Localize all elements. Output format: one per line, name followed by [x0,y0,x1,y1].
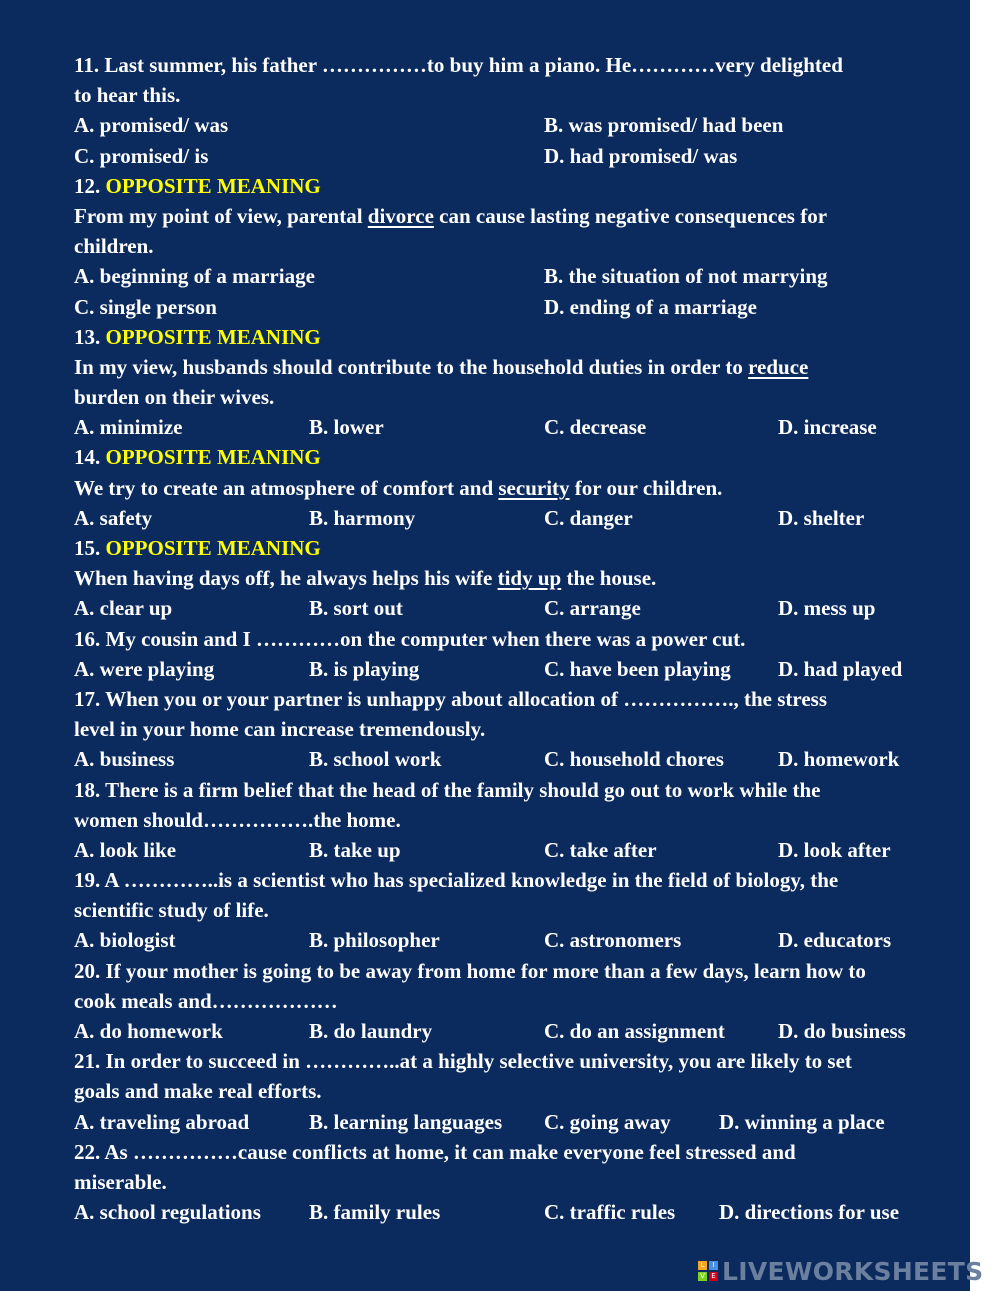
option-d[interactable]: D. had played [778,656,903,681]
option-c[interactable]: C. danger [544,505,633,530]
option-a[interactable]: A. traveling abroad [74,1109,250,1134]
sentence-before: When having days off, he always helps his wife [74,566,498,591]
underlined-target-word: reduce [748,354,809,379]
question-11 [74,50,954,171]
question-17 [74,684,954,775]
question-12 [74,171,954,322]
underlined-target-word: security [498,475,570,500]
question-15 [74,533,954,624]
question-heading [74,442,954,472]
sentence-before: In my view, husbands should contribute to the household duties in order to [74,354,749,379]
option-b[interactable]: B. sort out [309,596,403,621]
option-b[interactable]: B. family rules [309,1200,441,1225]
option-c[interactable]: C. going away [544,1109,671,1134]
question-type-label: OPPOSITE MEANING [105,445,321,470]
option-c[interactable]: C. do an assignment [544,1019,725,1043]
option-a[interactable]: A. safety [74,505,153,530]
question-number: 14. [74,445,101,470]
option-b[interactable]: B. learning languages [309,1109,503,1134]
option-a[interactable]: A. were playing [74,656,215,681]
option-c[interactable]: C. decrease [544,415,647,440]
question-number: 12. [74,173,101,198]
question-number: 15. [74,536,101,560]
logo-tile-v: V [698,1272,707,1281]
option-a[interactable]: A. beginning of a marriage [74,264,315,289]
question-heading [74,322,954,352]
option-c[interactable]: C. astronomers [544,928,682,953]
question-text-line: miserable. [74,1169,167,1194]
option-c[interactable]: C. single person [74,294,217,319]
option-b[interactable]: B. is playing [309,656,420,681]
sentence-before: From my point of view, parental [74,203,368,228]
option-a[interactable]: A. business [74,747,175,772]
question-list [74,50,954,1227]
question-text-line: cook meals and……………… [74,988,338,1013]
question-sentence [74,201,954,231]
question-22 [74,1137,954,1228]
question-text-line: 18. There is a firm belief that the head of the family should go out to work while the [74,777,821,802]
sentence-before: We try to create an atmosphere of comfort and [74,475,499,500]
option-d[interactable]: D. mess up [778,596,876,621]
option-d[interactable]: D. homework [778,747,900,772]
option-a[interactable]: A. biologist [74,928,176,953]
question-text-line: level in your home can increase tremendously. [74,717,486,742]
option-b[interactable]: B. lower [309,415,384,440]
option-d[interactable]: D. ending of a marriage [544,294,757,319]
question-text-line: goals and make real efforts. [74,1079,322,1104]
underlined-target-word: divorce [367,203,434,228]
option-b[interactable]: B. was promised/ had been [544,113,784,138]
question-14 [74,442,954,533]
option-b[interactable]: B. philosopher [309,928,440,953]
option-a[interactable]: A. minimize [74,415,183,440]
question-text-line: 17. When you or your partner is unhappy about allocation of ……………., the stress [74,686,827,711]
sentence-after: for our children. [569,475,723,500]
option-a[interactable]: A. promised/ was [74,113,229,138]
option-b[interactable]: B. harmony [309,505,416,530]
option-d[interactable]: D. do business [778,1019,906,1043]
question-16 [74,624,954,684]
question-sentence [74,352,954,382]
question-20 [74,956,954,1047]
option-d[interactable]: D. increase [778,415,877,440]
question-sentence [74,473,954,503]
question-text-line: scientific study of life. [74,898,269,923]
option-d[interactable]: D. directions for use [719,1200,900,1225]
question-text-line: to hear this. [74,83,181,108]
option-b[interactable]: B. school work [309,747,442,772]
option-c[interactable]: C. traffic rules [544,1200,676,1225]
question-number: 13. [74,324,101,349]
option-b[interactable]: B. take up [309,837,401,862]
question-19 [74,865,954,956]
option-a[interactable]: A. look like [74,837,177,862]
question-text-line: 19. A …………..is a scientist who has specialized knowledge in the field of biology, the [74,868,839,893]
question-13 [74,322,954,443]
logo-tile-e: E [709,1272,718,1281]
sentence-after: the house. [561,566,657,591]
option-b[interactable]: B. do laundry [309,1019,433,1043]
question-sentence [74,563,954,593]
question-text-line: 22. As ……………cause conflicts at home, it can make everyone feel stressed and [74,1139,796,1164]
question-21 [74,1046,954,1137]
option-c[interactable]: C. promised/ is [74,143,209,168]
option-d[interactable]: D. look after [778,837,891,862]
question-heading [74,533,954,563]
question-text-line: children. [74,234,154,259]
question-text-line: 16. My cousin and I …………on the computer when there was a power cut. [74,626,746,651]
option-b[interactable]: B. the situation of not marrying [544,264,828,289]
question-text-line: women should…………….the home. [74,807,401,832]
option-a[interactable]: A. clear up [74,596,173,621]
question-type-label: OPPOSITE MEANING [105,536,321,560]
option-a[interactable]: A. school regulations [74,1200,261,1225]
underlined-target-word: tidy up [497,566,562,591]
liveworksheets-logo-icon [698,1261,718,1281]
question-heading [74,171,954,201]
option-d[interactable]: D. had promised/ was [544,143,738,168]
question-text-line: 20. If your mother is going to be away from home for more than a few days, learn how to [74,958,866,983]
question-18 [74,775,954,866]
question-text-line: 21. In order to succeed in …………..at a highly selective university, you are likely to set [74,1049,852,1074]
option-d[interactable]: D. shelter [778,505,865,530]
question-text-line: 11. Last summer, his father ……………to buy him a piano. He…………very delighted [74,53,843,77]
option-a[interactable]: A. do homework [74,1019,223,1043]
option-c[interactable]: C. arrange [544,596,641,621]
option-c[interactable]: C. household chores [544,747,724,772]
option-d[interactable]: D. winning a place [719,1109,885,1134]
option-c[interactable]: C. have been playing [544,656,731,681]
question-type-label: OPPOSITE MEANING [105,173,321,198]
liveworksheets-watermark [698,1257,983,1285]
question-type-label: OPPOSITE MEANING [105,324,321,349]
sentence-after: can cause lasting negative consequences for [433,203,828,228]
logo-tile-l: L [698,1261,707,1270]
brand-name: LIVEWORKSHEETS [722,1256,984,1286]
option-c[interactable]: C. take after [544,837,657,862]
question-text-line: burden on their wives. [74,385,275,410]
option-d[interactable]: D. educators [778,928,892,953]
logo-tile-i: I [709,1261,718,1270]
